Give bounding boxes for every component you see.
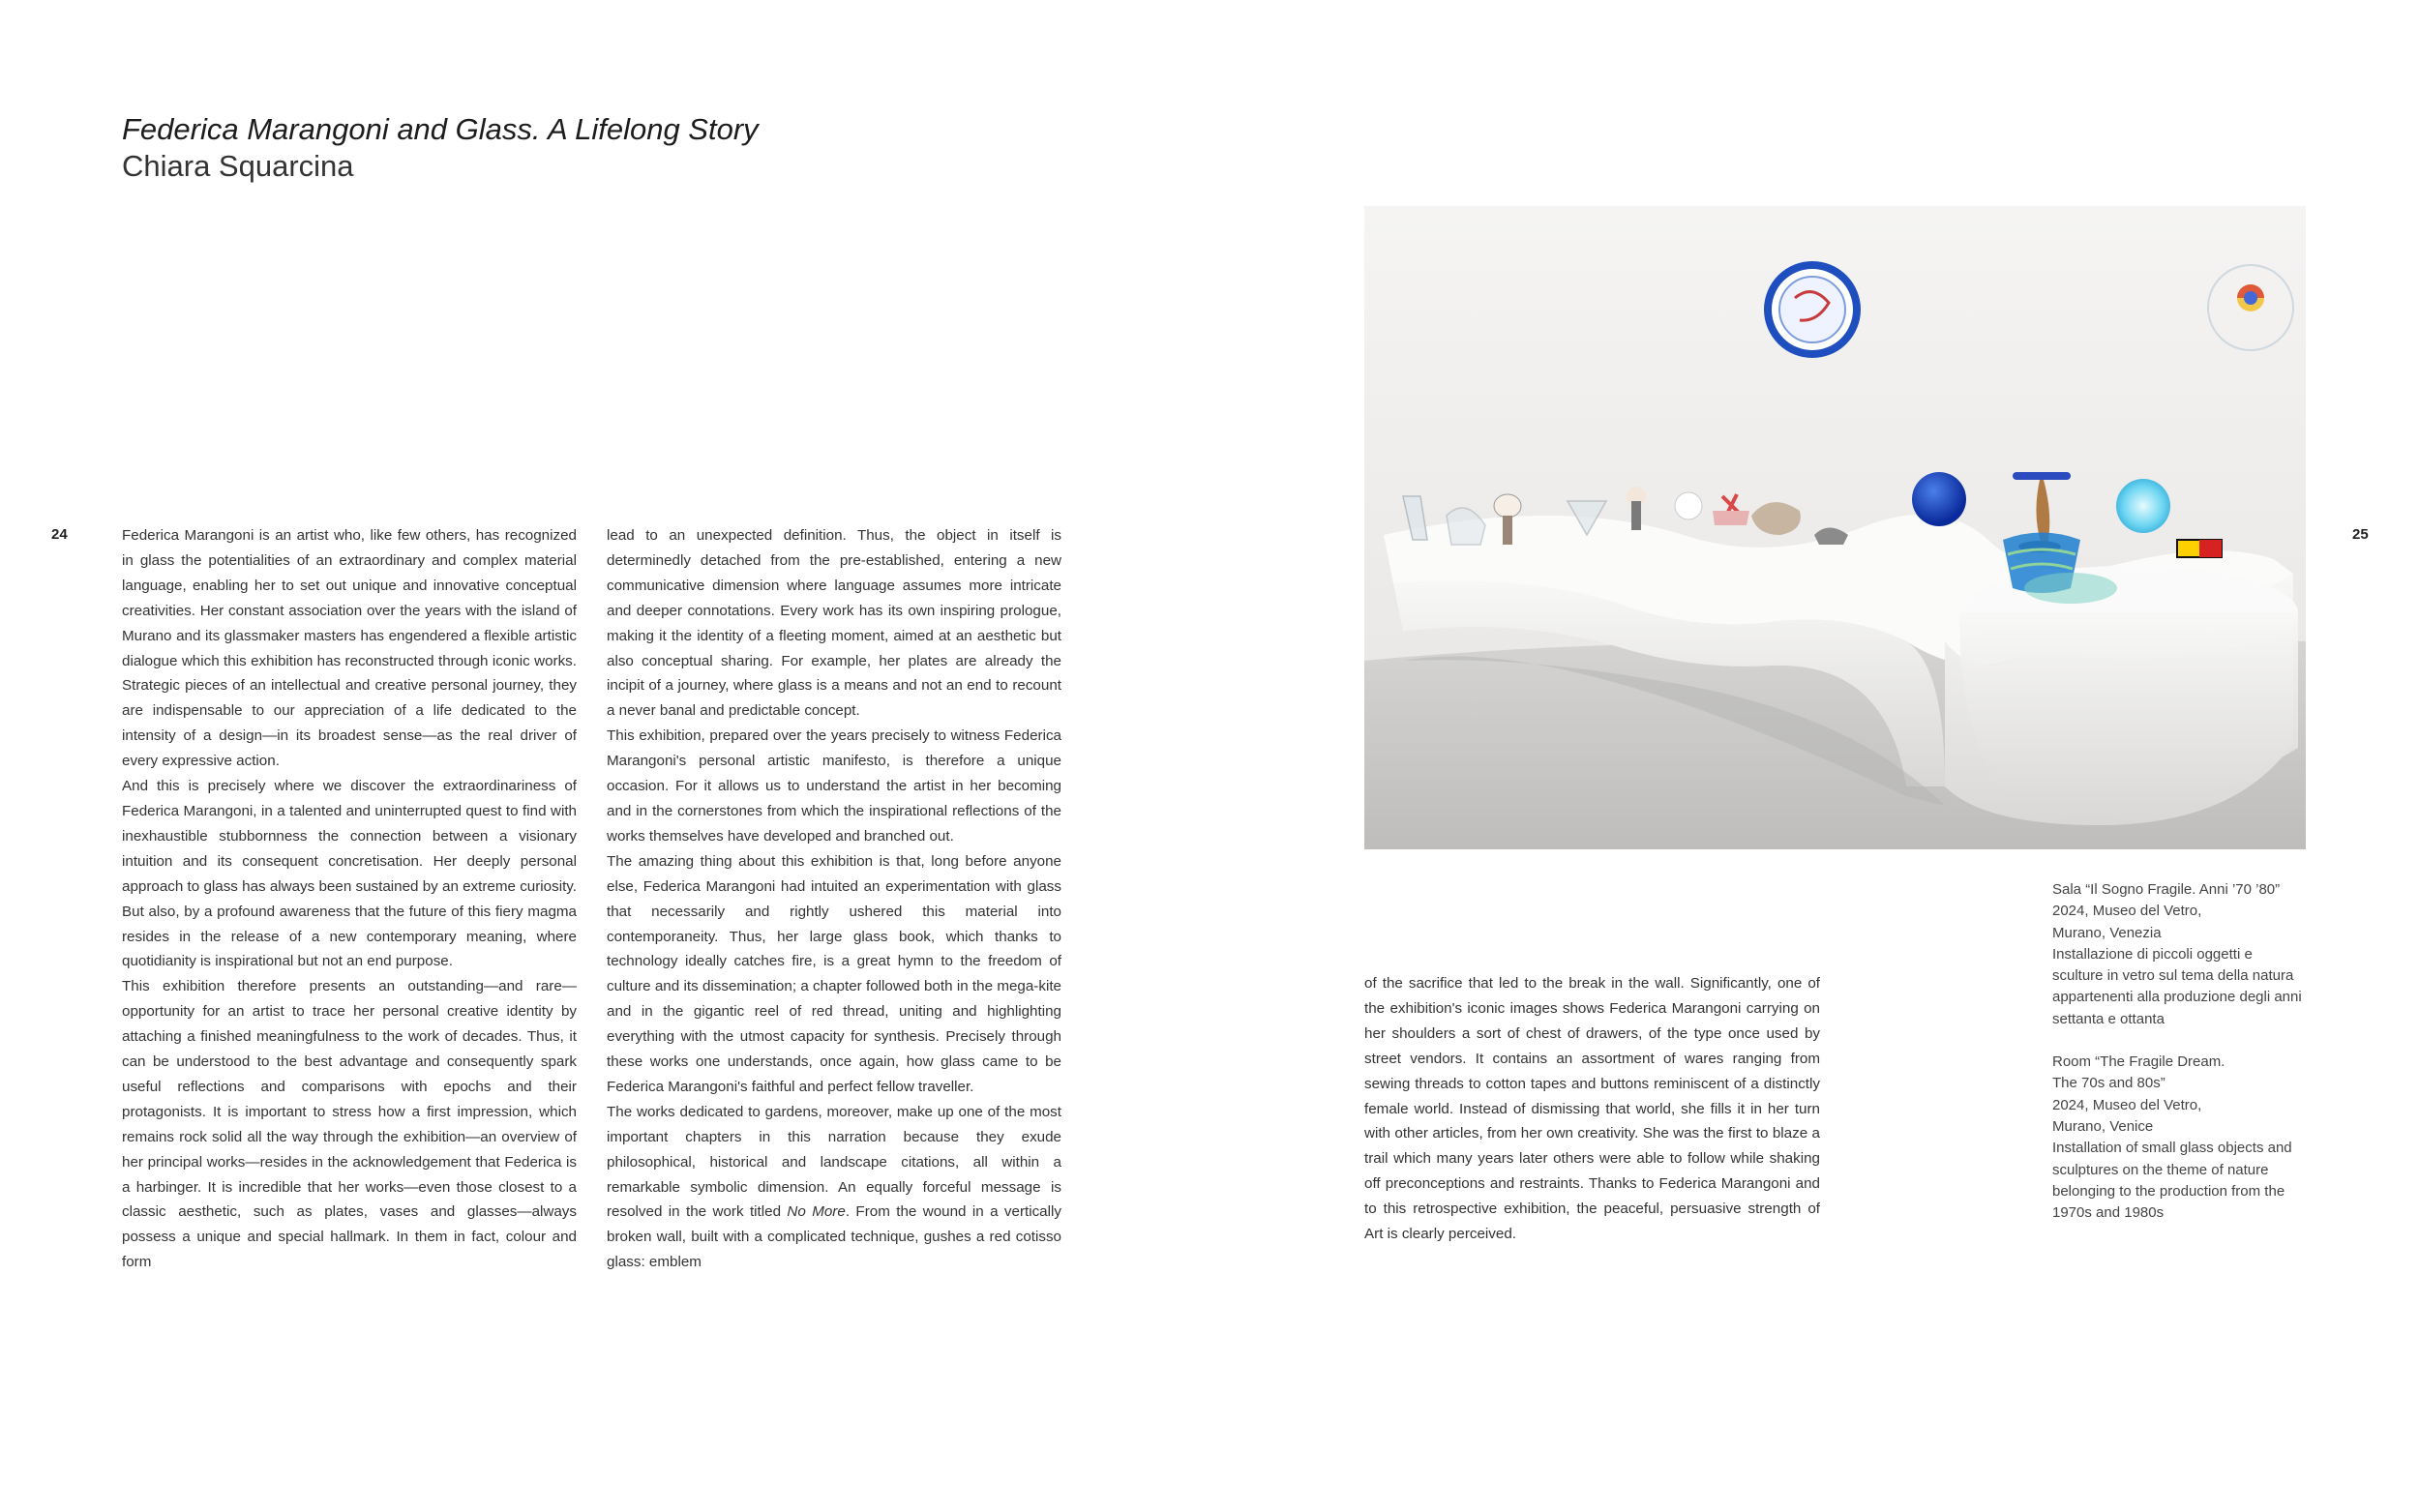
- caption-spacer: [2052, 1030, 2304, 1052]
- paragraph: of the sacrifice that led to the break in the wall. Significantly, one of the exhibition's iconic images shows Federica Marangoni carrying on her shoulders a sort of chest of drawers, of the type once used by street vendors. It contains an assortment of wares ranging from sewing threads to cotton tapes and buttons reminiscent of a distinctly female world. Instead of dismissing that world, she fills it in her turn with other articles, from her own creativity. She was the first to blaze a trail which many years later others were able to follow while shaking off preconceptions and restraints. Thanks to Federica Marangoni and to this retrospective exhibition, the peaceful, persuasive strength of Art is clearly perceived.: [1364, 975, 1820, 1243]
- work-title: No More: [787, 1203, 846, 1221]
- exhibition-room-illustration: [1364, 206, 2306, 849]
- caption-line: Installation of small glass objects and sculptures on the theme of nature belonging to the production from the 1970s and 1980s: [2052, 1140, 2292, 1222]
- caption-line: Murano, Venice: [2052, 1117, 2154, 1135]
- text-column-1: [122, 523, 577, 1275]
- caption-line: Room “The Fragile Dream.: [2052, 1053, 2225, 1071]
- paragraph: lead to an unexpected definition. Thus, the object in itself is determinedly detached from the pre-established, entering a new communicative dimension where language assumes more intricate and deeper connotations. Every work has its own inspiring prologue, making it the identity of a fleeting moment, aimed at an aesthetic but also conceptual sharing. For example, her plates are already the incipit of a journey, where glass is a means and not an end to recount a never banal and predictable concept.: [607, 527, 1061, 720]
- page-number-left: 24: [51, 526, 68, 543]
- essay-author: Chiara Squarcina: [122, 149, 354, 183]
- caption-line: Sala “Il Sogno Fragile. Anni ’70 ’80”: [2052, 881, 2281, 898]
- caption-line: 2024, Museo del Vetro,: [2052, 1096, 2202, 1113]
- text-column-2: [607, 523, 1061, 1275]
- paragraph: The amazing thing about this exhibition is that, long before anyone else, Federica Marangoni had intuited an experimentation with glass that necessarily and rightly ushered this material into contemporaneity. Thus, her large glass book, which thanks to technology ideally catches fire, is a great hymn to the freedom of culture and its dissemination; a chapter followed both in the mega-kite and in the gigantic reel of red thread, uniting and highlighting everything with the utmost capacity for synthesis. Precisely through these works one understands, once again, how glass came to be Federica Marangoni's faithful and perfect fellow traveller.: [607, 852, 1061, 1095]
- caption-line: 2024, Museo del Vetro,: [2052, 903, 2202, 920]
- paragraph: [607, 1100, 1061, 1275]
- paragraph-text: . From the wound in a vertically broken wall, built with a complicated technique, gushes a red cotisso glass: emblem: [607, 1203, 1061, 1271]
- caption-line: Installazione di piccoli oggetti e sculture in vetro sul tema della natura appartenenti alla produzione degli anni settanta e ottanta: [2052, 945, 2302, 1027]
- paragraph: Federica Marangoni is an artist who, like few others, has recognized in glass the potentialities of an extraordinary and complex material language, enabling her to set out unique and innovative conceptual creativities. Her constant association over the years with the island of Murano and its glassmaker masters has engendered a flexible artistic dialogue which this exhibition has reconstructed through iconic works. Strategic pieces of an intellectual and creative personal journey, they are indispensable to our appreciation of a life dedicated to the intensity of a design—in its broadest sense—as the real driver of every expressive action.: [122, 527, 577, 770]
- paragraph-text: The works dedicated to gardens, moreover, make up one of the most important chapters in this narration because they exude philosophical, historical and landscape citations, all within a remarkable symbolic dimension. An equally forceful message is resolved in the work titled: [607, 1103, 1061, 1221]
- essay-title: Federica Marangoni and Glass. A Lifelong Story: [122, 112, 759, 146]
- paragraph: And this is precisely where we discover the extraordinariness of Federica Marangoni, in a talented and uninterrupted quest to find with inexhaustible stubbornness the connection between a visionary intuition and its consequent concretisation. Her deeply personal approach to glass has always been sustained by an extreme curiosity. But also, by a profound awareness that the future of this fiery magma resides in the release of a new contemporary meaning, where quotidianity is inspirational but not an end purpose.: [122, 778, 577, 970]
- exhibition-photo: [1364, 206, 2306, 849]
- paragraph: This exhibition, prepared over the years precisely to witness Federica Marangoni's personal artistic manifesto, is therefore a unique occasion. For it allows us to understand the artist in her becoming and in the cornerstones from which the inspirational reflections of the works themselves have developed and branched out.: [607, 727, 1061, 845]
- paragraph: This exhibition therefore presents an outstanding—and rare—opportunity for an artist to trace her personal creative identity by attaching a finished meaningfulness to the work of decades. Thus, it can be understood to the best advantage and consequently spark useful reflections and comparisons with epochs and their protagonists. It is important to stress how a first impression, which remains rock solid all the way through the exhibition—an overview of her principal works—resides in the acknowledgement that Federica is a harbinger. It is incredible that her works—even those closest to a classic aesthetic, such as plates, vases and glasses—always possess a unique and special hallmark. In them in fact, colour and form: [122, 978, 577, 1271]
- page-number-right: 25: [2352, 526, 2369, 543]
- text-column-3: [1364, 971, 1820, 1247]
- photo-caption: [2052, 879, 2304, 1224]
- caption-line: Murano, Venezia: [2052, 924, 2162, 941]
- caption-line: The 70s and 80s”: [2052, 1075, 2165, 1092]
